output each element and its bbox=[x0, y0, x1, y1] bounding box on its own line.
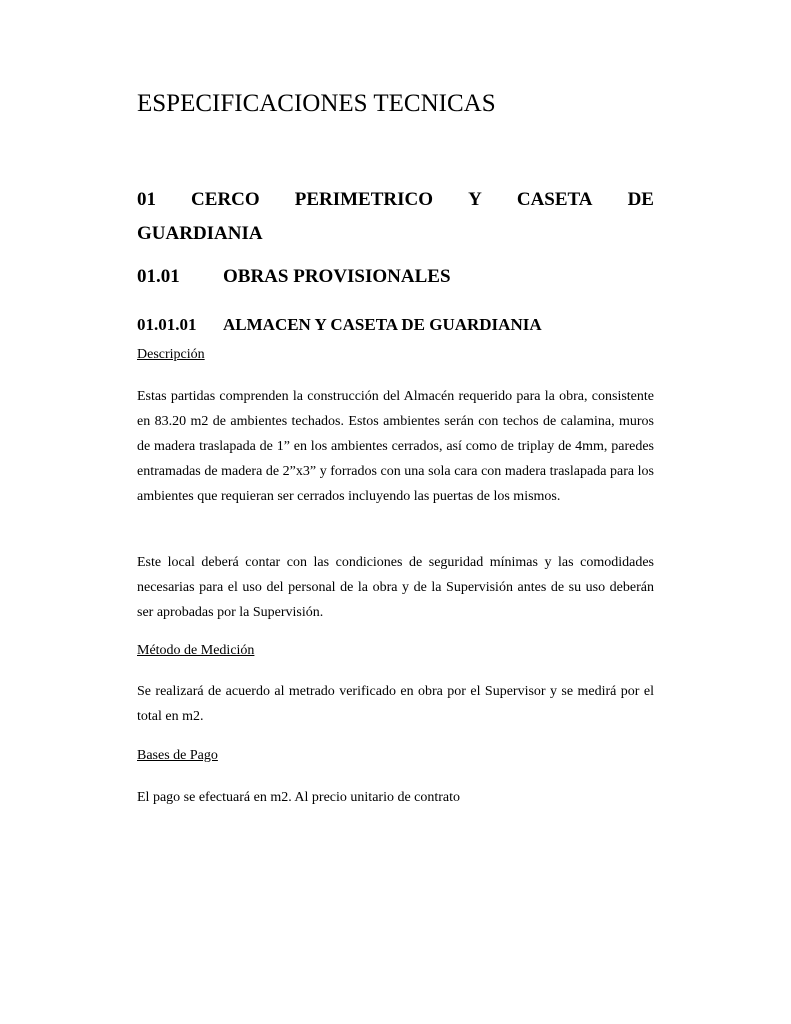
medicion-heading: Método de Medición bbox=[137, 643, 255, 658]
document-title: ESPECIFICACIONES TECNICAS bbox=[137, 90, 496, 117]
section-word: CERCO bbox=[191, 189, 260, 210]
section-title-line2: GUARDIANIA bbox=[137, 223, 263, 244]
descripcion-heading: Descripción bbox=[137, 347, 205, 362]
item-heading bbox=[137, 315, 542, 335]
subsection-heading bbox=[137, 266, 451, 288]
section-word: Y bbox=[468, 189, 482, 210]
pago-paragraph: El pago se efectuará en m2. Al precio unitario de contrato bbox=[137, 790, 461, 805]
section-word: PERIMETRICO bbox=[294, 189, 434, 210]
subsection-number: 01.01 bbox=[137, 266, 180, 287]
pago-heading: Bases de Pago bbox=[137, 748, 218, 763]
medicion-paragraph: Se realizará de acuerdo al metrado verificado en obra por el Supervisor y se medirá por el total en m2. bbox=[137, 684, 654, 724]
item-title: ALMACEN Y CASETA DE GUARDIANIA bbox=[223, 315, 542, 334]
section-word: CASETA bbox=[516, 189, 593, 210]
section-word: DE bbox=[627, 189, 654, 210]
subsection-title: OBRAS PROVISIONALES bbox=[223, 266, 451, 287]
section-number: 01 bbox=[137, 189, 156, 210]
descripcion-paragraph-1: Estas partidas comprenden la construcción del Almacén requerido para la obra, consistente en 83.20 m2 de ambientes techados. Estos ambientes serán con techos de calamina, muros de madera traslapada de 1” en los ambientes cerrados, así como de triplay de 4mm, paredes entramadas de madera de 2”x3” y forrados con una sola cara con madera traslapada para los ambientes que requieran ser cerrados incluyendo las puertas de los mismos. bbox=[137, 389, 654, 504]
descripcion-paragraph-2: Este local deberá contar con las condiciones de seguridad mínimas y las comodidades necesarias para el uso del personal de la obra y de la Supervisión antes de su uso deberán ser aprobadas por la Supervisión. bbox=[137, 555, 654, 620]
item-number: 01.01.01 bbox=[137, 315, 197, 334]
section-heading bbox=[137, 183, 654, 251]
